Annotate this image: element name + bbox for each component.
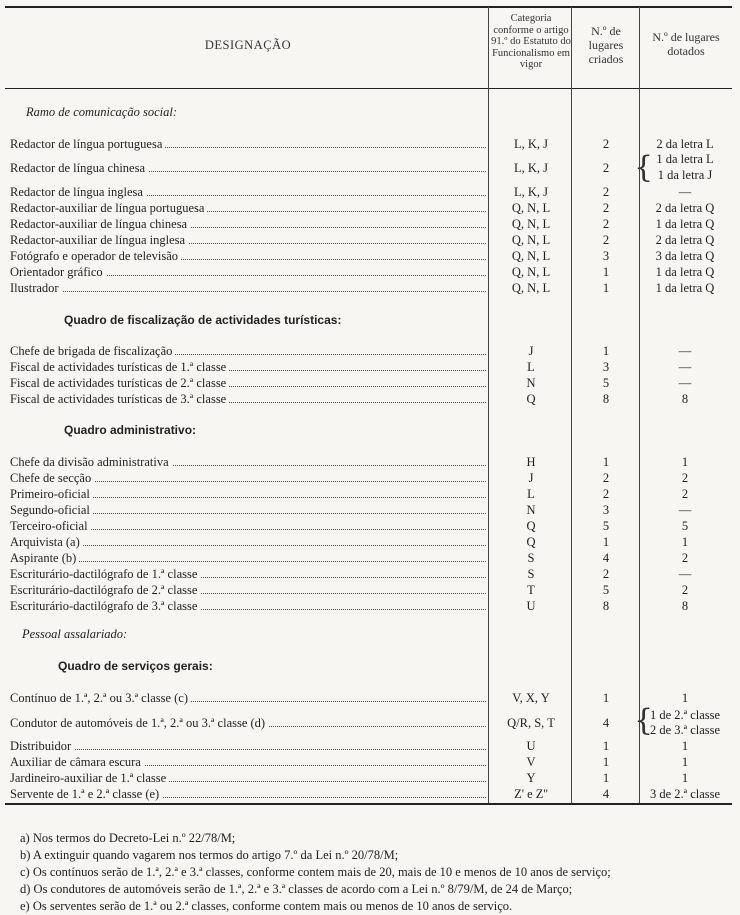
row-designacao [10,566,486,582]
header-dotados: N.º de lugares dotados [652,30,720,58]
row-designacao [10,754,486,770]
table-row [0,470,740,486]
row-criados: 8 [602,392,610,406]
footnote-b: b) A extinguir quando vagarem nos termos do artigo 7.º da Lei n.º 20/78/M; [20,848,399,862]
row-label: Auxiliar de câmara escura [10,755,144,769]
row-label: Fiscal de actividades turísticas de 1.ª classe [10,360,229,374]
table-row [0,232,740,248]
row-criados: 1 [602,535,610,549]
row-label: Orientador gráfico [10,265,106,279]
row-categoria: Q/R, S, T [507,716,555,730]
table-row [0,534,740,550]
row-dotados: 2 da letra Q [655,233,715,247]
row-designacao [10,248,486,264]
top-rule [5,6,732,8]
row-categoria: L [527,487,535,501]
row-dotados: — [678,567,692,581]
table-row [0,518,740,534]
row-categoria: H [526,455,536,469]
row-categoria: Q, N, L [511,201,551,215]
row-label: Contínuo de 1.ª, 2.ª ou 3.ª classe (c) [10,691,191,705]
footnote-a: a) Nos termos do Decreto-Lei n.º 22/78/M; [20,831,236,845]
row-dotados: — [678,376,692,390]
row-criados: 3 [602,503,610,517]
row-criados: 2 [602,567,610,581]
row-categoria: S [527,551,535,565]
row-dotados: 1 [681,739,689,753]
row-label: Escriturário-dactilógrafo de 2.ª classe [10,583,200,597]
table-row [0,184,740,200]
table-row [0,375,740,391]
row-label: Aspirante (b) [10,551,79,565]
row-categoria: L, K, J [513,185,549,199]
leader-dots [20,291,486,292]
row-categoria: U [526,739,536,753]
row-categoria: Q, N, L [511,249,551,263]
row-label: Redactor de língua chinesa [10,161,148,175]
brace-condutor: { [634,703,654,738]
row-categoria: Q [526,392,536,406]
row-dotados: 2 [681,583,689,597]
row-criados: 1 [602,691,610,705]
row-categoria: L, K, J [513,161,549,175]
row-dotados: — [678,503,692,517]
chinesa-dotados-1: 1 da letra L [656,152,714,166]
row-designacao [10,184,486,200]
row-categoria: Q, N, L [511,265,551,279]
row-dotados: 2 [681,487,689,501]
row-criados: 1 [602,344,610,358]
row-designacao [10,232,486,248]
table-row [0,486,740,502]
row-label: Arquivista (a) [10,535,83,549]
row-dotados: 2 da letra Q [655,201,715,215]
table-row [0,216,740,232]
row-criados: 2 [602,161,610,175]
row-criados: 2 [602,471,610,485]
row-categoria: N [526,376,536,390]
row-label: Escriturário-dactilógrafo de 1.ª classe [10,567,200,581]
row-designacao [10,280,486,296]
header-categoria: Categoria conforme o artigo 91.º do Estatuto do Funcionalismo em vigor [491,13,571,70]
row-label: Segundo-oficial [10,503,93,517]
row-criados: 1 [602,771,610,785]
row-criados: 2 [602,233,610,247]
row-dotados: 1 [681,771,689,785]
row-label: Primeiro-oficial [10,487,93,501]
row-designacao [10,770,486,786]
section-administrativo: Quadro administrativo: [64,423,197,437]
row-dotados: 1 [681,755,689,769]
table-row [0,454,740,470]
table-row [0,770,740,786]
footnotes [20,830,611,915]
row-designacao [10,550,486,566]
row-designacao [10,391,486,407]
table-row [0,598,740,614]
row-criados: 5 [602,376,610,390]
row-categoria: J [528,344,534,358]
row-designacao [10,502,486,518]
table-row [0,280,740,296]
row-categoria: Q, N, L [511,233,551,247]
row-label: Jardineiro-auxiliar de 1.ª classe [10,771,169,785]
row-designacao [10,375,486,391]
row-categoria: Q [526,535,536,549]
row-categoria: N [526,503,536,517]
row-designacao [10,470,486,486]
row-designacao [10,486,486,502]
row-label: Fotógrafo e operador de televisão [10,249,181,263]
row-criados: 8 [602,599,610,613]
row-dotados: 2 [681,551,689,565]
row-criados: 3 [602,360,610,374]
header-rule [5,88,732,89]
table-row [0,738,740,754]
leader-dots [20,561,486,562]
row-dotados: 5 [681,519,689,533]
section-ramo: Ramo de comunicação social: [26,105,178,119]
row-dotados: — [678,344,692,358]
row-categoria: S [527,567,535,581]
row-criados: 1 [602,739,610,753]
footnote-e: e) Os serventes serão de 1.ª ou 2.ª classes, conforme contem mais ou menos de 10 anos de serviço. [20,899,513,913]
row-categoria: T [527,583,535,597]
row-label: Fiscal de actividades turísticas de 3.ª classe [10,392,229,406]
row-label: Redactor-auxiliar de língua inglesa [10,233,188,247]
row-criados: 2 [602,201,610,215]
footnote-c: c) Os contínuos serão de 1.ª, 2.ª e 3.ª classes, conforme contem mais de 20, mais de 10 e menos de 10 anos de serviço; [20,865,611,879]
bottom-rule [5,803,732,805]
row-label: Redactor de língua inglesa [10,185,146,199]
row-criados: 5 [602,519,610,533]
row-dotados: 1 [681,535,689,549]
row-label: Escriturário-dactilógrafo de 3.ª classe [10,599,200,613]
table-row [0,343,740,359]
row-label: Redactor-auxiliar de língua portuguesa [10,201,207,215]
row-categoria: Q, N, L [511,217,551,231]
row-dotados: 2 [681,471,689,485]
row-designacao [10,160,486,176]
table-row [0,200,740,216]
row-designacao [10,136,486,152]
table-row [0,582,740,598]
row-categoria: L, K, J [513,137,549,151]
header-criados: N.º de lugares criados [588,24,624,66]
row-label: Distribuidor [10,739,74,753]
row-criados: 4 [602,551,610,565]
table-row [0,248,740,264]
row-criados: 2 [602,137,610,151]
table-row [0,566,740,582]
row-designacao [10,598,486,614]
row-designacao [10,264,486,280]
row-categoria: Q [526,519,536,533]
row-dotados: 1 [681,455,689,469]
row-dotados: 1 da letra Q [655,281,715,295]
row-criados: 4 [602,716,610,730]
row-dotados: 1 da letra Q [655,265,715,279]
row-dotados: 3 da letra Q [655,249,715,263]
table-row [0,391,740,407]
row-label: Ilustrador [10,281,62,295]
row-dotados: 1 [681,691,689,705]
row-designacao [10,738,486,754]
table-row [0,160,740,176]
row-categoria: L [527,360,535,374]
row-dotados: 3 de 2.ª classe [649,787,721,801]
table-row [0,786,740,802]
row-dotados: 1 da letra Q [655,217,715,231]
row-label: Redactor de língua portuguesa [10,137,165,151]
row-categoria: Z' e Z'' [514,787,548,801]
row-dotados: — [678,185,692,199]
table-row [0,754,740,770]
row-label: Fiscal de actividades turísticas de 2.ª classe [10,376,229,390]
row-categoria: V, X, Y [512,691,550,705]
row-designacao [10,518,486,534]
row-dotados: — [678,360,692,374]
table-row [0,715,740,731]
row-designacao [10,454,486,470]
row-criados: 4 [602,787,610,801]
leader-dots [20,749,486,750]
row-dotados: 2 da letra L [656,137,714,151]
row-criados: 1 [602,455,610,469]
row-designacao [10,216,486,232]
row-designacao [10,343,486,359]
row-label: Condutor de automóveis de 1.ª, 2.ª ou 3.ª classe (d) [10,716,268,730]
table-row [0,136,740,152]
row-categoria: Q, N, L [511,281,551,295]
row-dotados: 8 [681,599,689,613]
row-criados: 2 [602,487,610,501]
section-fiscalizacao: Quadro de fiscalização de actividades turísticas: [64,313,342,327]
row-categoria: U [526,599,536,613]
row-criados: 3 [602,249,610,263]
header-designacao: DESIGNAÇÃO [204,38,292,52]
row-categoria: V [526,755,536,769]
row-label: Servente de 1.ª e 2.ª classe (e) [10,787,162,801]
section-servicos: Quadro de serviços gerais: [58,659,213,673]
row-criados: 1 [602,755,610,769]
table-row [0,550,740,566]
row-designacao [10,715,486,731]
table-row [0,502,740,518]
row-criados: 2 [602,217,610,231]
table-row [0,690,740,706]
row-label: Chefe de brigada de fiscalização [10,344,175,358]
leader-dots [20,545,486,546]
row-designacao [10,534,486,550]
table-row [0,359,740,375]
row-criados: 5 [602,583,610,597]
row-designacao [10,690,486,706]
row-label: Terceiro-oficial [10,519,91,533]
brace-chinesa: { [634,150,654,185]
row-dotados: 8 [681,392,689,406]
table-row [0,264,740,280]
row-criados: 1 [602,265,610,279]
condutor-dotados-2: 2 de 3.ª classe [649,723,721,737]
chinesa-dotados-2: 1 da letra J [657,168,713,182]
row-categoria: J [528,471,534,485]
row-label: Chefe da divisão administrativa [10,455,172,469]
row-label: Chefe de secção [10,471,94,485]
section-assalariado: Pessoal assalariado: [22,627,128,641]
row-designacao [10,786,486,802]
condutor-dotados-1: 1 de 2.ª classe [649,708,721,722]
row-label: Redactor-auxiliar de língua chinesa [10,217,190,231]
row-designacao [10,359,486,375]
row-designacao [10,200,486,216]
row-designacao [10,582,486,598]
row-categoria: Y [526,771,536,785]
row-criados: 1 [602,281,610,295]
footnote-d: d) Os condutores de automóveis serão de 1.ª, 2.ª e 3.ª classes de acordo com a Lei n.º 8/79/M, de 24 de Março; [20,882,573,896]
row-criados: 2 [602,185,610,199]
